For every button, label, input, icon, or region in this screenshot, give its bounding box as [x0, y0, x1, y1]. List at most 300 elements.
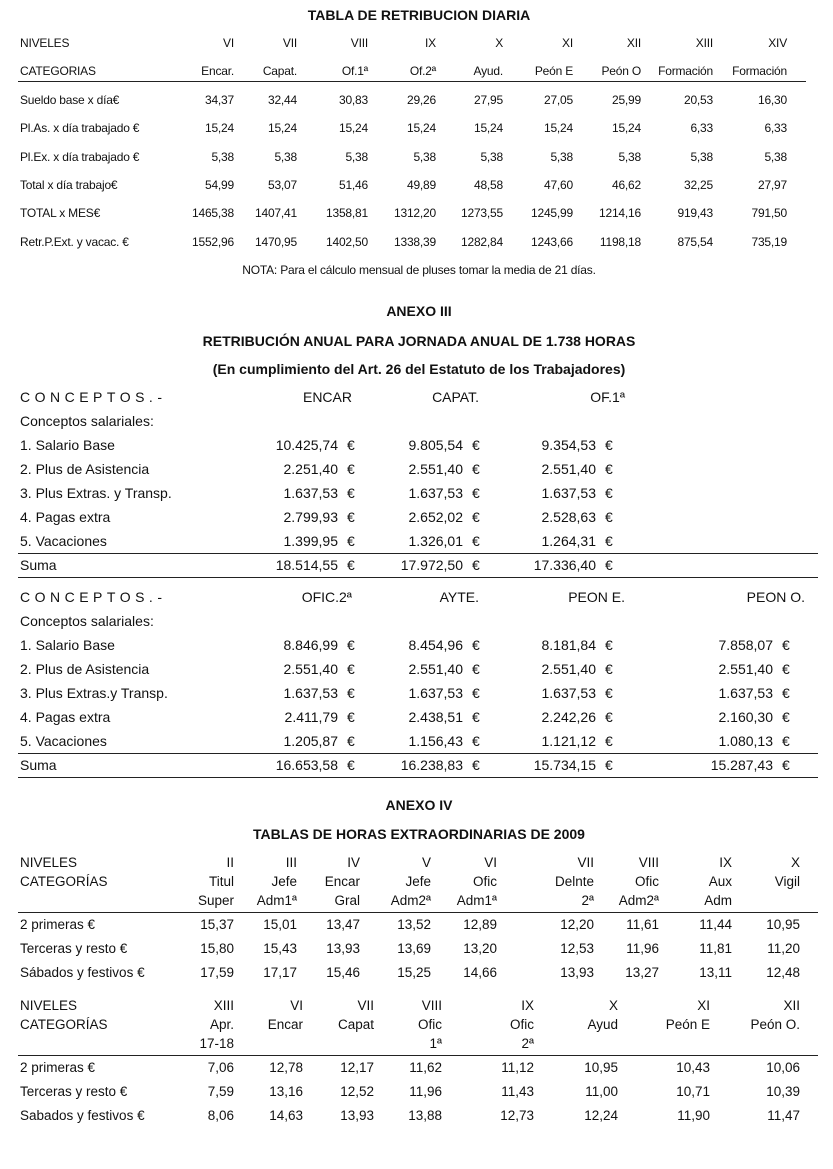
table-cell: 1282,84 — [461, 235, 503, 249]
concept-row-label: 4. Pagas extra — [20, 709, 111, 725]
table-cell: 15,43 — [263, 941, 297, 956]
concept-row-label: 1. Salario Base — [20, 437, 115, 453]
table-cell: 13,20 — [463, 941, 497, 956]
table-cell: 11,00 — [585, 1084, 618, 1099]
table-cell: 5,38 — [550, 150, 573, 164]
euro-sign: € — [472, 509, 480, 525]
table-cell: 12,17 — [340, 1060, 374, 1075]
table-cell: 32,44 — [267, 93, 297, 107]
table-cell: 12,53 — [560, 941, 594, 956]
amount-cell: 2.411,79 — [284, 709, 338, 725]
table-cell: 14,66 — [463, 965, 497, 980]
table-cell: 11,47 — [767, 1108, 800, 1123]
table-cell: 1465,38 — [192, 206, 234, 220]
sum-amount: 18.514,55 — [275, 557, 338, 573]
table-cell: 919,43 — [677, 206, 713, 220]
header-rule — [18, 912, 818, 913]
niveles-label: NIVELES — [20, 855, 78, 870]
concept-row-label: 3. Plus Extras.y Transp. — [20, 685, 168, 701]
anexo3-subtitle: (En cumplimiento del Art. 26 del Estatuto de los Trabajadores) — [212, 361, 626, 377]
euro-sign: € — [347, 485, 355, 501]
euro-sign: € — [605, 437, 613, 453]
category-header: Vigil — [774, 874, 800, 889]
category-header: Ayud — [587, 1017, 618, 1032]
category-header: Peón O — [601, 64, 641, 78]
category-header: Encar. — [201, 64, 234, 78]
level-header: IX — [719, 855, 732, 870]
table-cell: 11,96 — [409, 1084, 442, 1099]
table-cell: 11,96 — [626, 941, 659, 956]
table-cell: 15,46 — [326, 965, 360, 980]
row-label: Sábados y festivos € — [20, 965, 145, 980]
table-cell: 13,16 — [269, 1084, 303, 1099]
table-cell: 11,12 — [501, 1060, 534, 1075]
amount-cell: 2.551,40 — [408, 461, 463, 477]
conceptos-salariales-label: Conceptos salariales: — [20, 413, 154, 429]
table-cell: 12,73 — [500, 1108, 534, 1123]
euro-sign: € — [347, 685, 355, 701]
table-cell: 27,05 — [543, 93, 573, 107]
amount-cell: 1.121,12 — [541, 733, 596, 749]
amount-cell: 10.425,74 — [275, 437, 338, 453]
euro-sign: € — [472, 637, 480, 653]
sum-label: Suma — [20, 557, 57, 573]
table-cell: 29,26 — [406, 93, 436, 107]
sum-amount: 15.734,15 — [533, 757, 596, 773]
category-subheader: Super — [197, 893, 234, 908]
category-header: Apr. — [209, 1017, 234, 1032]
table-cell: 13,93 — [340, 1108, 374, 1123]
category-header: Delnte — [554, 874, 594, 889]
amount-cell: 1.637,53 — [541, 685, 596, 701]
category-header: Peón E — [534, 64, 573, 78]
table-cell: 15,80 — [200, 941, 234, 956]
category-header: Ofic — [509, 1017, 534, 1032]
level-header: IX — [521, 998, 534, 1013]
category-header: Aux — [708, 874, 732, 889]
anexo4-heading: ANEXO IV — [385, 797, 453, 813]
table-cell: 1552,96 — [192, 235, 234, 249]
euro-sign: € — [472, 461, 480, 477]
amount-cell: 2.528,63 — [541, 509, 596, 525]
row-label: Retr.P.Ext. y vacac. € — [20, 235, 129, 249]
level-header: X — [790, 855, 800, 870]
level-header: VIII — [421, 998, 442, 1013]
table-cell: 6,33 — [690, 121, 713, 135]
euro-sign: € — [472, 757, 480, 773]
table-cell: 11,81 — [699, 941, 732, 956]
amount-cell: 2.438,51 — [408, 709, 463, 725]
level-header: VI — [223, 36, 234, 50]
table-cell: 12,78 — [269, 1060, 303, 1075]
level-header: IV — [347, 855, 360, 870]
table-cell: 1402,50 — [326, 235, 368, 249]
concept-row-label: 3. Plus Extras. y Transp. — [20, 485, 172, 501]
category-subheader: Adm1ª — [456, 893, 497, 908]
table-cell: 12,24 — [584, 1108, 618, 1123]
table-cell: 12,20 — [560, 917, 594, 932]
table-cell: 17,17 — [263, 965, 297, 980]
table-cell: 20,53 — [683, 93, 713, 107]
table-cell: 13,27 — [625, 965, 659, 980]
table-cell: 15,37 — [200, 917, 234, 932]
table-cell: 15,24 — [406, 121, 436, 135]
category-subheader: Gral — [334, 893, 360, 908]
niveles-label: NIVELES — [20, 998, 78, 1013]
category-subheader: 2ª — [521, 1036, 534, 1051]
concept-row-label: 2. Plus de Asistencia — [20, 461, 150, 477]
amount-cell: 1.264,31 — [541, 533, 596, 549]
table-cell: 15,24 — [204, 121, 234, 135]
column-header: PEON E. — [568, 589, 625, 605]
sum-amount: 17.336,40 — [533, 557, 596, 573]
table-cell: 1245,99 — [531, 206, 573, 220]
amount-cell: 2.251,40 — [283, 461, 338, 477]
niveles-label: NIVELES — [20, 36, 70, 50]
level-header: XI — [697, 998, 710, 1013]
category-header: Ofic — [472, 874, 497, 889]
euro-sign: € — [347, 509, 355, 525]
level-header: VII — [282, 36, 297, 50]
table1-title: TABLA DE RETRIBUCION DIARIA — [307, 7, 531, 23]
euro-sign: € — [347, 533, 355, 549]
categorias-label: CATEGORIAS — [20, 64, 96, 78]
row-label: 2 primeras € — [20, 1060, 96, 1075]
table-cell: 7,06 — [207, 1060, 234, 1075]
euro-sign: € — [347, 709, 355, 725]
column-header: OF.1ª — [590, 389, 625, 405]
amount-cell: 2.551,40 — [718, 661, 773, 677]
table-cell: 12,52 — [340, 1084, 374, 1099]
category-subheader: Adm1ª — [256, 893, 297, 908]
table-cell: 25,99 — [611, 93, 641, 107]
category-header: Ayud. — [473, 64, 503, 78]
table-cell: 15,24 — [338, 121, 368, 135]
table-cell: 10,95 — [584, 1060, 618, 1075]
sum-amount: 16.653,58 — [275, 757, 338, 773]
sum-amount: 15.287,43 — [710, 757, 773, 773]
amount-cell: 2.551,40 — [541, 461, 596, 477]
row-label: TOTAL x MES€ — [20, 206, 101, 220]
category-header: Titul — [208, 874, 234, 889]
category-subheader: 1ª — [429, 1036, 442, 1051]
table-cell: 5,38 — [480, 150, 503, 164]
table-cell: 11,44 — [699, 917, 732, 932]
amount-cell: 1.637,53 — [408, 685, 463, 701]
category-header: Formación — [658, 64, 713, 78]
euro-sign: € — [605, 509, 613, 525]
category-header: Formación — [732, 64, 787, 78]
table1-header-rule — [18, 81, 806, 82]
sum-label: Suma — [20, 757, 57, 773]
level-header: X — [608, 998, 618, 1013]
table-cell: 13,88 — [408, 1108, 442, 1123]
euro-sign: € — [347, 661, 355, 677]
table-cell: 49,89 — [406, 178, 436, 192]
level-header: VII — [577, 855, 594, 870]
table-cell: 12,48 — [766, 965, 800, 980]
table-cell: 10,06 — [766, 1060, 800, 1075]
sum-amount: 17.972,50 — [400, 557, 463, 573]
level-header: XIV — [768, 36, 787, 50]
table-cell: 1243,66 — [531, 235, 573, 249]
table-cell: 51,46 — [338, 178, 368, 192]
amount-cell: 1.205,87 — [283, 733, 338, 749]
level-header: XII — [626, 36, 641, 50]
level-header: III — [285, 855, 297, 870]
column-header: AYTE. — [439, 589, 479, 605]
table-cell: 5,38 — [345, 150, 368, 164]
table-cell: 735,19 — [751, 235, 787, 249]
euro-sign: € — [472, 557, 480, 573]
concept-row-label: 4. Pagas extra — [20, 509, 111, 525]
conceptos-salariales-label: Conceptos salariales: — [20, 613, 154, 629]
amount-cell: 1.326,01 — [408, 533, 463, 549]
level-header: VIII — [350, 36, 368, 50]
amount-cell: 2.242,26 — [541, 709, 596, 725]
euro-sign: € — [605, 757, 613, 773]
table-cell: 15,24 — [543, 121, 573, 135]
category-header: Encar — [267, 1017, 303, 1032]
table-cell: 15,24 — [473, 121, 503, 135]
table-cell: 5,38 — [274, 150, 297, 164]
column-header: OFIC.2ª — [301, 589, 352, 605]
table-cell: 53,07 — [267, 178, 297, 192]
euro-sign: € — [782, 709, 790, 725]
euro-sign: € — [605, 661, 613, 677]
amount-cell: 2.551,40 — [541, 661, 596, 677]
amount-cell: 7.858,07 — [718, 637, 773, 653]
amount-cell: 2.652,02 — [408, 509, 463, 525]
table-cell: 15,24 — [611, 121, 641, 135]
table-cell: 15,24 — [267, 121, 297, 135]
level-header: VI — [484, 855, 497, 870]
table-cell: 5,38 — [618, 150, 641, 164]
category-header: Of.1ª — [341, 64, 368, 78]
table-cell: 11,20 — [767, 941, 800, 956]
amount-cell: 2.551,40 — [408, 661, 463, 677]
euro-sign: € — [472, 485, 480, 501]
table-cell: 47,60 — [543, 178, 573, 192]
table-cell: 12,89 — [463, 917, 497, 932]
row-label: Sueldo base x día€ — [20, 93, 120, 107]
category-header: Peón O. — [750, 1017, 800, 1032]
amount-cell: 2.160,30 — [718, 709, 773, 725]
sum-rule-top — [18, 753, 818, 754]
category-subheader: 2ª — [581, 893, 594, 908]
amount-cell: 9.805,54 — [408, 437, 463, 453]
table-cell: 16,30 — [757, 93, 787, 107]
table-cell: 1214,16 — [599, 206, 641, 220]
table-cell: 34,37 — [204, 93, 234, 107]
row-label: Pl.Ex. x día trabajado € — [20, 150, 140, 164]
anexo3-heading: ANEXO III — [386, 303, 452, 319]
table-cell: 5,38 — [413, 150, 436, 164]
column-header: CAPAT. — [432, 389, 479, 405]
category-header: Jefe — [405, 874, 431, 889]
euro-sign: € — [472, 709, 480, 725]
euro-sign: € — [347, 757, 355, 773]
level-header: IX — [425, 36, 436, 50]
table-cell: 15,25 — [397, 965, 431, 980]
table-cell: 7,59 — [207, 1084, 234, 1099]
level-header: XI — [562, 36, 573, 50]
amount-cell: 1.637,53 — [283, 485, 338, 501]
euro-sign: € — [605, 637, 613, 653]
level-header: VI — [290, 998, 303, 1013]
category-header: Capat. — [262, 64, 297, 78]
euro-sign: € — [472, 533, 480, 549]
table-cell: 13,47 — [326, 917, 360, 932]
euro-sign: € — [605, 461, 613, 477]
column-header: ENCAR — [302, 389, 352, 405]
euro-sign: € — [605, 733, 613, 749]
amount-cell: 1.637,53 — [408, 485, 463, 501]
category-header: Encar — [324, 874, 360, 889]
conceptos-label: CONCEPTOS.- — [20, 589, 167, 605]
sum-rule-bottom — [18, 577, 818, 578]
euro-sign: € — [605, 557, 613, 573]
table-cell: 14,63 — [269, 1108, 303, 1123]
amount-cell: 1.399,95 — [283, 533, 338, 549]
euro-sign: € — [782, 637, 790, 653]
sum-amount: 16.238,83 — [400, 757, 463, 773]
amount-cell: 8.454,96 — [408, 637, 463, 653]
level-header: X — [495, 36, 503, 50]
euro-sign: € — [347, 461, 355, 477]
amount-cell: 1.156,43 — [408, 733, 463, 749]
table-cell: 11,61 — [626, 917, 659, 932]
euro-sign: € — [347, 437, 355, 453]
table-cell: 10,39 — [766, 1084, 800, 1099]
concept-row-label: 5. Vacaciones — [20, 733, 107, 749]
table-cell: 13,93 — [560, 965, 594, 980]
category-header: Jefe — [271, 874, 297, 889]
table-cell: 1358,81 — [326, 206, 368, 220]
category-subheader: Adm — [704, 893, 732, 908]
table-cell: 27,95 — [473, 93, 503, 107]
category-subheader: 17-18 — [199, 1036, 234, 1051]
euro-sign: € — [782, 757, 790, 773]
sum-rule-top — [18, 553, 818, 554]
table-cell: 1198,18 — [599, 235, 641, 249]
table-cell: 13,93 — [326, 941, 360, 956]
table-cell: 27,97 — [757, 178, 787, 192]
euro-sign: € — [472, 685, 480, 701]
category-header: Capat — [337, 1017, 374, 1032]
table-cell: 15,01 — [263, 917, 297, 932]
euro-sign: € — [347, 557, 355, 573]
euro-sign: € — [472, 437, 480, 453]
amount-cell: 8.846,99 — [283, 637, 338, 653]
table-cell: 13,52 — [397, 917, 431, 932]
level-header: VIII — [638, 855, 659, 870]
concept-row-label: 5. Vacaciones — [20, 533, 107, 549]
euro-sign: € — [472, 733, 480, 749]
euro-sign: € — [605, 685, 613, 701]
euro-sign: € — [782, 733, 790, 749]
table-cell: 11,43 — [501, 1084, 534, 1099]
category-header: Of.2ª — [409, 64, 436, 78]
level-header: V — [421, 855, 431, 870]
table-cell: 13,11 — [699, 965, 732, 980]
sum-rule-bottom — [18, 777, 818, 778]
euro-sign: € — [347, 637, 355, 653]
table-cell: 1338,39 — [394, 235, 436, 249]
header-rule — [18, 1055, 818, 1056]
amount-cell: 1.080,13 — [718, 733, 773, 749]
column-header: PEON O. — [746, 589, 805, 605]
amount-cell: 1.637,53 — [718, 685, 773, 701]
table-cell: 30,83 — [338, 93, 368, 107]
row-label: Total x día trabajo€ — [20, 178, 118, 192]
table-cell: 13,69 — [397, 941, 431, 956]
euro-sign: € — [605, 485, 613, 501]
table-cell: 48,58 — [473, 178, 503, 192]
anexo4-title: TABLAS DE HORAS EXTRAORDINARIAS DE 2009 — [253, 826, 585, 842]
category-header: Ofic — [417, 1017, 442, 1032]
category-subheader: Adm2ª — [618, 893, 659, 908]
row-label: Terceras y resto € — [20, 941, 128, 956]
row-label: Sabados y festivos € — [20, 1108, 145, 1123]
table-cell: 875,54 — [677, 235, 713, 249]
table-cell: 5,38 — [764, 150, 787, 164]
euro-sign: € — [782, 661, 790, 677]
euro-sign: € — [472, 661, 480, 677]
amount-cell: 2.799,93 — [283, 509, 338, 525]
row-label: Pl.As. x día trabajado € — [20, 121, 140, 135]
anexo3-title: RETRIBUCIÓN ANUAL PARA JORNADA ANUAL DE 1.738 HORAS — [202, 333, 636, 349]
table-cell: 8,06 — [207, 1108, 234, 1123]
amount-cell: 1.637,53 — [541, 485, 596, 501]
amount-cell: 2.551,40 — [283, 661, 338, 677]
amount-cell: 1.637,53 — [283, 685, 338, 701]
level-header: XII — [783, 998, 800, 1013]
amount-cell: 9.354,53 — [541, 437, 596, 453]
table-cell: 11,62 — [409, 1060, 442, 1075]
table-cell: 54,99 — [204, 178, 234, 192]
amount-cell: 8.181,84 — [541, 637, 596, 653]
table-cell: 6,33 — [764, 121, 787, 135]
euro-sign: € — [605, 533, 613, 549]
row-label: Terceras y resto € — [20, 1084, 128, 1099]
table-cell: 5,38 — [690, 150, 713, 164]
level-header: VII — [357, 998, 374, 1013]
category-header: Peón E — [665, 1017, 710, 1032]
table-cell: 17,59 — [200, 965, 234, 980]
table-cell: 10,71 — [676, 1084, 710, 1099]
euro-sign: € — [782, 685, 790, 701]
table-cell: 32,25 — [683, 178, 713, 192]
concept-row-label: 2. Plus de Asistencia — [20, 661, 150, 677]
euro-sign: € — [605, 709, 613, 725]
level-header: II — [226, 855, 234, 870]
concept-row-label: 1. Salario Base — [20, 637, 115, 653]
categorias-label: CATEGORÍAS — [20, 874, 108, 889]
table-cell: 10,43 — [676, 1060, 710, 1075]
table1-note: NOTA: Para el cálculo mensual de pluses tomar la media de 21 días. — [242, 263, 596, 277]
table-cell: 5,38 — [211, 150, 234, 164]
table-cell: 1407,41 — [255, 206, 297, 220]
conceptos-label: CONCEPTOS.- — [20, 389, 167, 405]
category-subheader: Adm2ª — [390, 893, 431, 908]
euro-sign: € — [347, 733, 355, 749]
table-cell: 11,90 — [677, 1108, 710, 1123]
level-header: XIII — [213, 998, 234, 1013]
table-cell: 10,95 — [766, 917, 800, 932]
table-cell: 1273,55 — [461, 206, 503, 220]
categorias-label: CATEGORÍAS — [20, 1017, 108, 1032]
